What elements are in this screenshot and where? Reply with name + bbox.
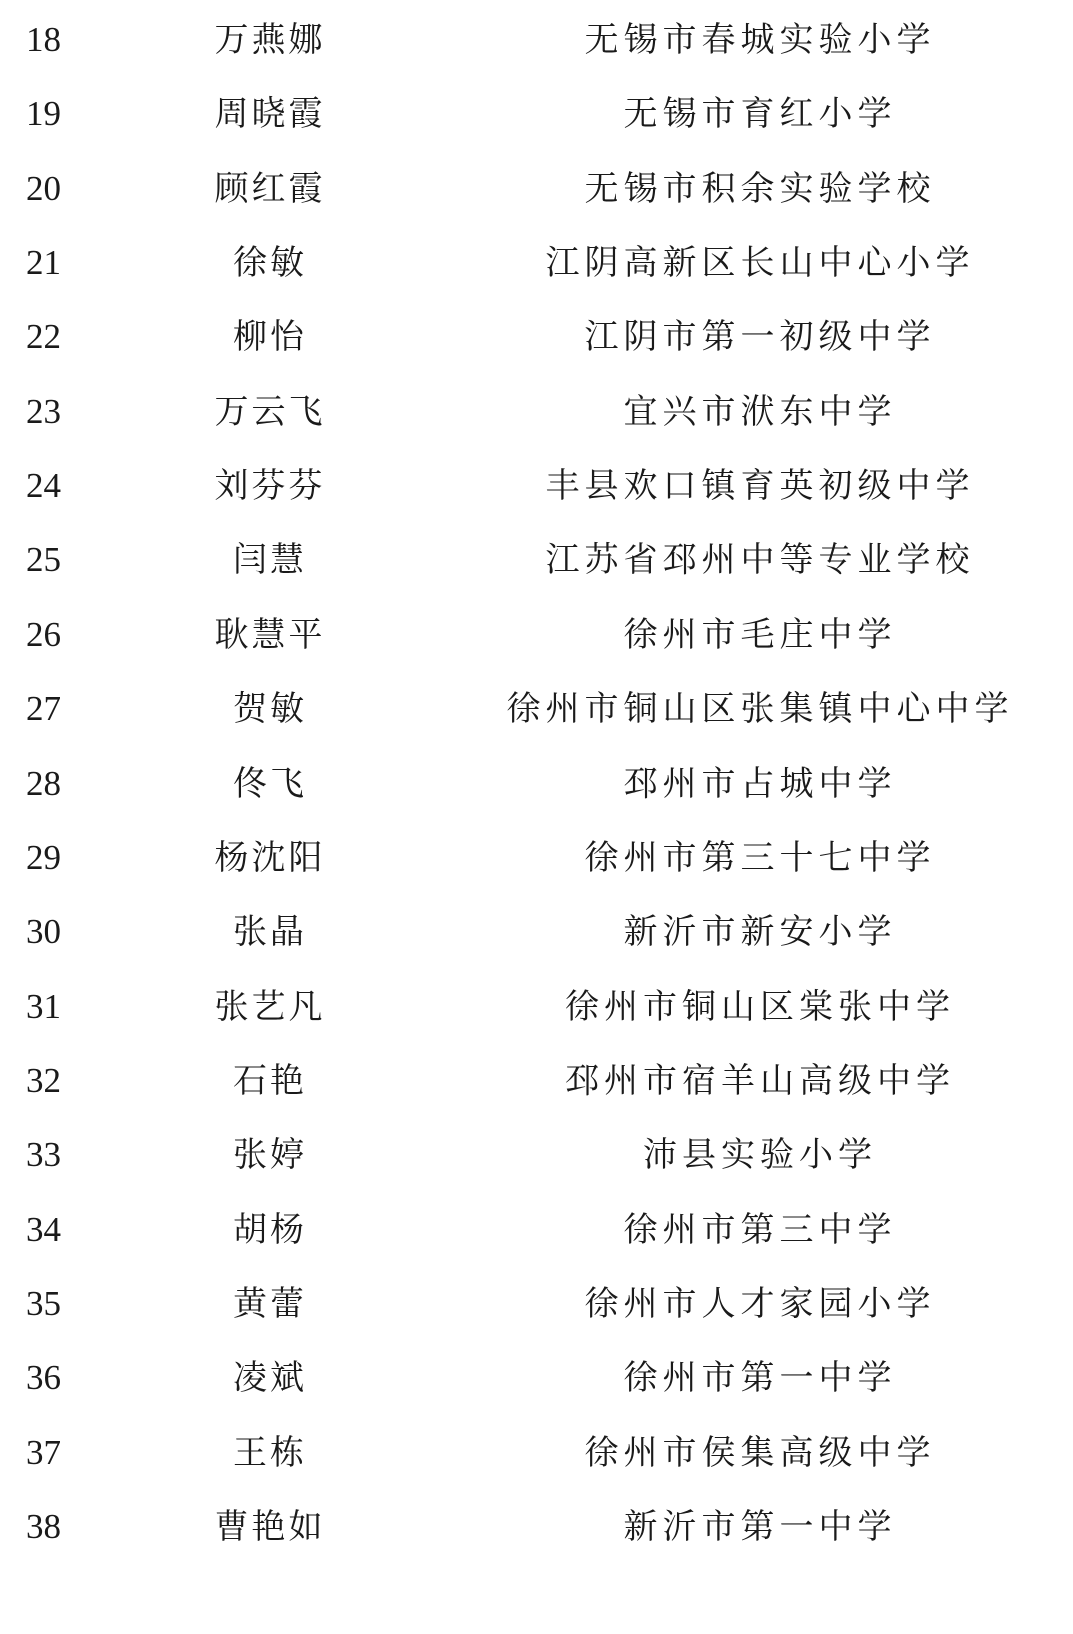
- person-name: 佟飞: [233, 763, 307, 804]
- row-number: 28: [26, 763, 61, 803]
- person-name: 石艳: [233, 1060, 307, 1101]
- school-name: 新沂市第一中学: [623, 1507, 897, 1547]
- row-number: 35: [26, 1283, 61, 1323]
- school-name: 宜兴市洑东中学: [623, 391, 897, 432]
- row-number: 25: [26, 540, 61, 580]
- school-name: 徐州市第一中学: [623, 1358, 897, 1399]
- person-name: 王栋: [233, 1432, 307, 1473]
- row-number: 32: [26, 1060, 61, 1100]
- person-name: 周晓霞: [214, 94, 326, 135]
- table-row: [0, 605, 1073, 665]
- row-number: 23: [26, 391, 61, 431]
- person-name: 张婷: [233, 1135, 307, 1176]
- table-row: [0, 84, 1073, 144]
- person-name: 黄蕾: [233, 1283, 307, 1324]
- table-row: [0, 1497, 1073, 1557]
- person-name: 胡杨: [233, 1209, 307, 1250]
- person-name: 顾红霞: [214, 168, 326, 209]
- person-name: 曹艳如: [214, 1507, 326, 1547]
- school-name: 徐州市第三十七中学: [584, 837, 936, 878]
- school-name: 江阴高新区长山中心小学: [545, 243, 975, 284]
- school-name: 徐州市人才家园小学: [584, 1283, 936, 1324]
- person-name: 万云飞: [214, 391, 326, 432]
- person-name: 柳怡: [233, 317, 307, 358]
- row-number: 33: [26, 1135, 61, 1175]
- school-name: 徐州市侯集高级中学: [584, 1432, 936, 1473]
- person-name: 万燕娜: [214, 20, 326, 60]
- table-row: [0, 307, 1073, 367]
- table-row: [0, 382, 1073, 442]
- person-name: 贺敏: [233, 689, 307, 730]
- person-name: 闫慧: [233, 540, 307, 581]
- row-number: 19: [26, 94, 61, 134]
- row-number: 36: [26, 1358, 61, 1398]
- row-number: 26: [26, 614, 61, 654]
- school-name: 徐州市铜山区张集镇中心中学: [506, 689, 1014, 730]
- school-name: 徐州市铜山区棠张中学: [565, 986, 955, 1027]
- row-number: 31: [26, 986, 61, 1026]
- table-row: [0, 1274, 1073, 1334]
- school-name: 无锡市积余实验学校: [584, 168, 936, 209]
- row-number: 34: [26, 1209, 61, 1249]
- row-number: 37: [26, 1432, 61, 1472]
- table-row: [0, 1051, 1073, 1111]
- table-row: [0, 977, 1073, 1037]
- row-number: 38: [26, 1507, 61, 1546]
- person-name: 张晶: [233, 912, 307, 953]
- table-row: [0, 1348, 1073, 1408]
- school-name: 丰县欢口镇育英初级中学: [545, 466, 975, 507]
- school-name: 无锡市春城实验小学: [584, 20, 936, 60]
- school-name: 徐州市毛庄中学: [623, 614, 897, 655]
- person-name: 徐敏: [233, 243, 307, 284]
- person-name: 张艺凡: [214, 986, 326, 1027]
- row-number: 18: [26, 20, 61, 59]
- row-number: 20: [26, 168, 61, 208]
- table-row: [0, 233, 1073, 293]
- school-name: 江阴市第一初级中学: [584, 317, 936, 358]
- person-name: 凌斌: [233, 1358, 307, 1399]
- person-name: 刘芬芬: [214, 466, 326, 507]
- school-name: 邳州市宿羊山高级中学: [565, 1060, 955, 1101]
- school-name: 新沂市新安小学: [623, 912, 897, 953]
- row-number: 30: [26, 912, 61, 952]
- school-name: 徐州市第三中学: [623, 1209, 897, 1250]
- row-number: 27: [26, 689, 61, 729]
- person-name: 杨沈阳: [214, 837, 326, 878]
- row-number: 21: [26, 243, 61, 283]
- school-name: 无锡市育红小学: [623, 94, 897, 135]
- school-name: 沛县实验小学: [643, 1135, 877, 1176]
- table-row: [0, 828, 1073, 888]
- table-row: [0, 1125, 1073, 1185]
- school-name: 江苏省邳州中等专业学校: [545, 540, 975, 581]
- table-row: [0, 456, 1073, 516]
- table-row: [0, 754, 1073, 814]
- row-number: 24: [26, 466, 61, 506]
- person-name: 耿慧平: [214, 614, 326, 655]
- table-row: [0, 159, 1073, 219]
- table-row: [0, 10, 1073, 70]
- table-row: [0, 1200, 1073, 1260]
- row-number: 29: [26, 837, 61, 877]
- table-row: [0, 530, 1073, 590]
- table-row: [0, 679, 1073, 739]
- table-row: [0, 1423, 1073, 1483]
- table-row: [0, 902, 1073, 962]
- row-number: 22: [26, 317, 61, 357]
- school-name: 邳州市占城中学: [623, 763, 897, 804]
